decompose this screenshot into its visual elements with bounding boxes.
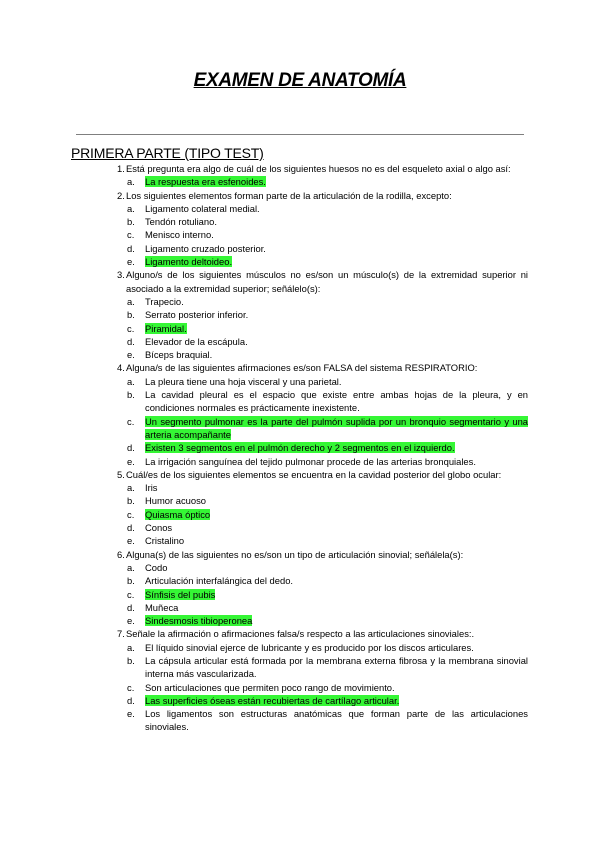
option-letter: a. (127, 202, 135, 214)
option-letter: e. (127, 349, 135, 361)
option-3-c (0, 322, 600, 335)
highlighted-answer-text (145, 694, 528, 707)
question-number: 7. (117, 628, 125, 640)
option-text: Elevador de la escápula. (145, 335, 248, 347)
option-4-a (0, 375, 600, 388)
section-heading: PRIMERA PARTE (TIPO TEST) (71, 145, 264, 161)
question-5 (0, 468, 600, 481)
option-4-e (0, 455, 600, 468)
option-5-b (0, 494, 600, 507)
option-text: Tendón rotuliano. (145, 216, 217, 228)
question-text: Alguno/s de los siguientes músculos no es/son un músculo(s) de la extremidad superior ni asociado a la extremidad superior; señálelo(s): (126, 269, 528, 294)
question-number: 3. (117, 269, 125, 281)
option-4-d (0, 441, 600, 454)
highlighted-answer-text (145, 415, 528, 442)
option-6-e (0, 614, 600, 627)
option-text: Bíceps braquial. (145, 349, 213, 361)
option-5-e (0, 534, 600, 547)
answer-highlight: Sínfisis del pubis (145, 588, 216, 600)
option-2-e (0, 255, 600, 268)
option-letter: d. (127, 522, 135, 534)
question-number: 2. (117, 189, 125, 201)
option-text: Codo (145, 561, 168, 573)
option-letter: d. (127, 242, 135, 254)
option-text: Cristalino (145, 535, 185, 547)
option-4-c (0, 415, 600, 442)
option-letter: e. (127, 455, 135, 467)
option-letter: e. (127, 256, 135, 268)
option-6-d (0, 601, 600, 614)
question-4 (0, 361, 600, 374)
option-letter: a. (127, 176, 135, 188)
highlighted-answer-text (145, 614, 528, 627)
option-7-e (0, 707, 600, 734)
option-3-a (0, 295, 600, 308)
question-2 (0, 189, 600, 202)
option-4-b (0, 388, 600, 415)
option-6-a (0, 561, 600, 574)
question-1 (0, 162, 600, 175)
question-text: Está pregunta era algo de cuál de los siguientes huesos no es del esqueleto axial o algo así: (126, 163, 511, 174)
option-letter: a. (127, 561, 135, 573)
option-letter: d. (127, 335, 135, 347)
option-2-a (0, 202, 600, 215)
answer-highlight: Piramidal. (145, 322, 187, 334)
option-letter: c. (127, 415, 135, 427)
option-7-a (0, 641, 600, 654)
option-3-b (0, 308, 600, 321)
answer-highlight: Quiasma óptico (145, 508, 211, 520)
question-7 (0, 627, 600, 640)
option-3-d (0, 335, 600, 348)
option-7-c (0, 681, 600, 694)
option-text: Muñeca (145, 601, 179, 613)
answer-highlight: Existen 3 segmentos en el pulmón derecho y 2 segmentos en el izquierdo. (145, 442, 455, 454)
option-text: La pleura tiene una hoja visceral y una parietal. (145, 375, 342, 387)
option-letter: b. (127, 389, 135, 401)
answer-highlight: Un segmento pulmonar es la parte del pulmón suplida por un bronquio segmentario y una arteria acompañante (145, 415, 528, 440)
option-letter: b. (127, 495, 135, 507)
question-text: Señale la afirmación o afirmaciones falsa/s respecto a las articulaciones sinoviales:. (126, 628, 475, 640)
question-text: Cuál/es de los siguientes elementos se encuentra en la cavidad posterior del globo ocular: (126, 468, 502, 480)
option-text: La cápsula articular está formada por la membrana externa fibrosa y la membrana sinovial interna más vascularizada. (145, 654, 528, 680)
highlighted-answer-text (145, 588, 528, 601)
option-2-c (0, 228, 600, 241)
horizontal-rule (76, 134, 524, 135)
option-text: La irrigación sanguínea del tejido pulmonar procede de las arterias bronquiales. (145, 455, 476, 467)
option-text: Menisco interno. (145, 229, 214, 241)
question-number: 5. (117, 468, 125, 480)
answer-highlight: Ligamento deltoideo. (145, 256, 233, 268)
option-5-a (0, 481, 600, 494)
option-text: Articulación interfalángica del dedo. (145, 575, 294, 587)
option-7-b (0, 654, 600, 681)
option-text: Iris (145, 482, 158, 494)
question-list (0, 162, 600, 734)
option-letter: a. (127, 641, 135, 653)
option-letter: c. (127, 588, 135, 600)
highlighted-answer-text (145, 255, 528, 268)
option-text: Ligamento colateral medial. (145, 202, 260, 214)
question-number: 6. (117, 548, 125, 560)
option-letter: d. (127, 442, 135, 454)
highlighted-answer-text (145, 175, 528, 188)
option-text: Conos (145, 522, 173, 534)
question-text: Alguna/s de las siguientes afirmaciones es/son FALSA del sistema RESPIRATORIO: (126, 362, 478, 374)
option-letter: d. (127, 601, 135, 613)
option-text: Ligamento cruzado posterior. (145, 242, 266, 254)
option-letter: a. (127, 295, 135, 307)
option-text: Trapecio. (145, 295, 184, 307)
answer-highlight: Las superficies óseas están recubiertas de cartílago articular. (145, 694, 400, 706)
option-letter: b. (127, 216, 135, 228)
option-letter: b. (127, 654, 135, 666)
option-text: Son articulaciones que permiten poco rango de movimiento. (145, 681, 395, 693)
option-letter: c. (127, 681, 135, 693)
option-letter: b. (127, 309, 135, 321)
option-5-d (0, 521, 600, 534)
document-title: EXAMEN DE ANATOMÍA (193, 70, 407, 91)
question-number: 4. (117, 362, 125, 374)
option-7-d (0, 694, 600, 707)
option-text: Humor acuoso (145, 495, 206, 507)
option-letter: b. (127, 575, 135, 587)
option-text: Serrato posterior inferior. (145, 309, 249, 321)
question-6 (0, 548, 600, 561)
option-6-b (0, 574, 600, 587)
option-text: La cavidad pleural es el espacio que existe entre ambas hojas de la pleura, y en condiciones normales es prácticamente inexistente. (145, 389, 528, 414)
highlighted-answer-text (145, 322, 528, 335)
question-number: 1. (117, 163, 125, 174)
option-letter: c. (127, 229, 135, 241)
option-5-c (0, 508, 600, 521)
question-3 (0, 268, 600, 295)
option-letter: e. (127, 535, 135, 547)
option-letter: a. (127, 482, 135, 494)
option-2-b (0, 215, 600, 228)
option-letter: a. (127, 375, 135, 387)
question-text: Los siguientes elementos forman parte de la articulación de la rodilla, excepto: (126, 189, 452, 201)
option-6-c (0, 588, 600, 601)
option-text: Los ligamentos son estructuras anatómicas que forman parte de las articulaciones sinoviales. (145, 708, 528, 733)
highlighted-answer-text (145, 441, 528, 454)
option-letter: c. (127, 508, 135, 520)
option-letter: e. (127, 708, 135, 720)
option-letter: c. (127, 322, 135, 334)
option-text: El líquido sinovial ejerce de lubricante y es producido por los discos articulares. (145, 641, 474, 653)
answer-highlight: Sindesmosis tibioperonea (145, 615, 253, 627)
option-3-e (0, 348, 600, 361)
highlighted-answer-text (145, 508, 528, 521)
question-text: Alguna(s) de las siguientes no es/son un tipo de articulación sinovial; señálela(s): (126, 548, 464, 560)
option-letter: d. (127, 694, 135, 706)
option-letter: e. (127, 615, 135, 627)
answer-highlight: La respuesta era esfenoides. (145, 176, 266, 188)
option-2-d (0, 242, 600, 255)
option-1-a (0, 175, 600, 188)
